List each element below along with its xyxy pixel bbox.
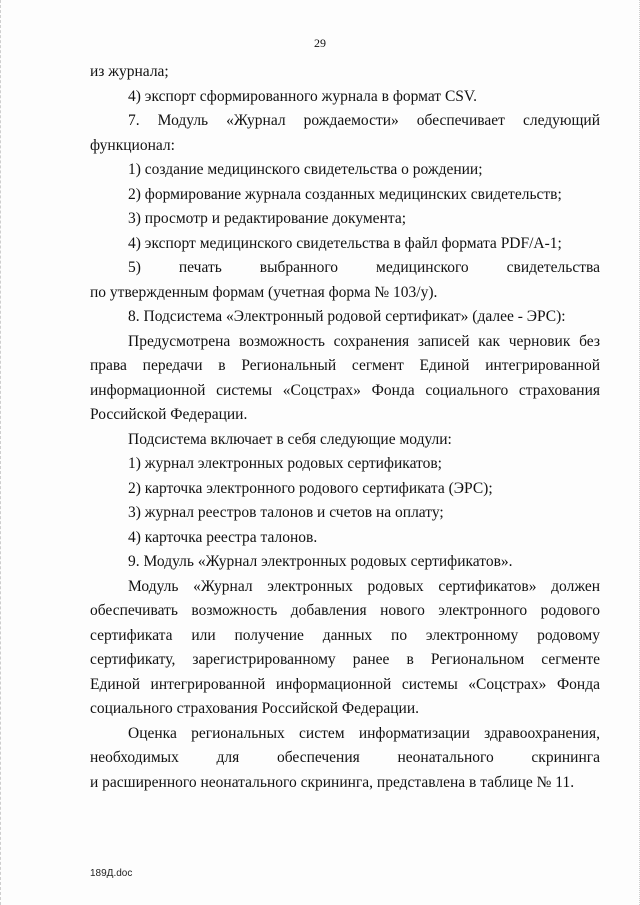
text-line: 4) экспорт сформированного журнала в формат CSV.	[128, 87, 477, 105]
text-line: функционал:	[90, 136, 175, 154]
text-line: обеспечивать возможность добавления нового электронного родового	[90, 602, 600, 619]
text-line: 2) карточка электронного родового сертификата (ЭРС);	[128, 479, 493, 497]
text-line: по утвержденным формам (учетная форма № 103/у).	[90, 283, 438, 301]
text-line: 7. Модуль «Журнал рождаемости» обеспечивает следующий	[128, 112, 600, 129]
text-line: Российской Федерации.	[90, 406, 248, 423]
text-line: 4) экспорт медицинского свидетельства в файл формата PDF/A-1;	[128, 234, 562, 252]
scan-edge-left	[0, 0, 6, 905]
text-line: информационной системы «Соцстрах» Фонда социального страхования	[90, 381, 600, 399]
text-line: Модуль «Журнал электронных родовых сертификатов» должен	[128, 577, 600, 595]
text-line: 3) просмотр и редактирование документа;	[128, 210, 407, 227]
text-line: необходимых для обеспечения неонатального скрининга	[90, 749, 600, 766]
text-line: 3) журнал реестров талонов и счетов на оплату;	[128, 504, 444, 521]
text-line: 9. Модуль «Журнал электронных родовых сертификатов».	[128, 553, 513, 570]
text-line: из журнала;	[90, 63, 169, 80]
text-line: 8. Подсистема «Электронный родовой сертификат» (далее - ЭРС):	[128, 308, 566, 325]
text-line: социального страхования Российской Федерации.	[90, 700, 419, 717]
scan-edge-right	[635, 0, 640, 905]
text-line: 1) создание медицинского свидетельства о рождении;	[128, 161, 483, 178]
page-number: 29	[314, 36, 326, 50]
text-line: Подсистема включает в себя следующие модули:	[128, 430, 452, 448]
text-line: и расширенного неонатального скрининга, представлена в таблице № 11.	[90, 773, 575, 791]
text-line: Единой интегрированной информационной системы «Соцстрах» Фонда	[90, 675, 600, 693]
text-line: Оценка региональных систем информатизации здравоохранения,	[128, 724, 600, 742]
file-name-footer: 189Д.doc	[90, 868, 133, 879]
text-line: 4) карточка реестра талонов.	[128, 528, 318, 546]
text-line: 5) печать выбранного медицинского свидетельства	[128, 259, 600, 276]
text-line: 1) журнал электронных родовых сертификатов;	[128, 455, 442, 472]
text-line: Предусмотрена возможность сохранения записей как черновик без	[128, 332, 600, 350]
text-line: 2) формирование журнала созданных медицинских свидетельств;	[128, 185, 562, 203]
text-line: права передачи в Региональный сегмент Единой интегрированной	[90, 357, 600, 374]
text-line: сертификату, зарегистрированному ранее в Региональном сегменте	[90, 651, 600, 668]
text-line: сертификата или получение данных по электронному родовому	[90, 626, 600, 644]
document-body	[90, 60, 600, 795]
